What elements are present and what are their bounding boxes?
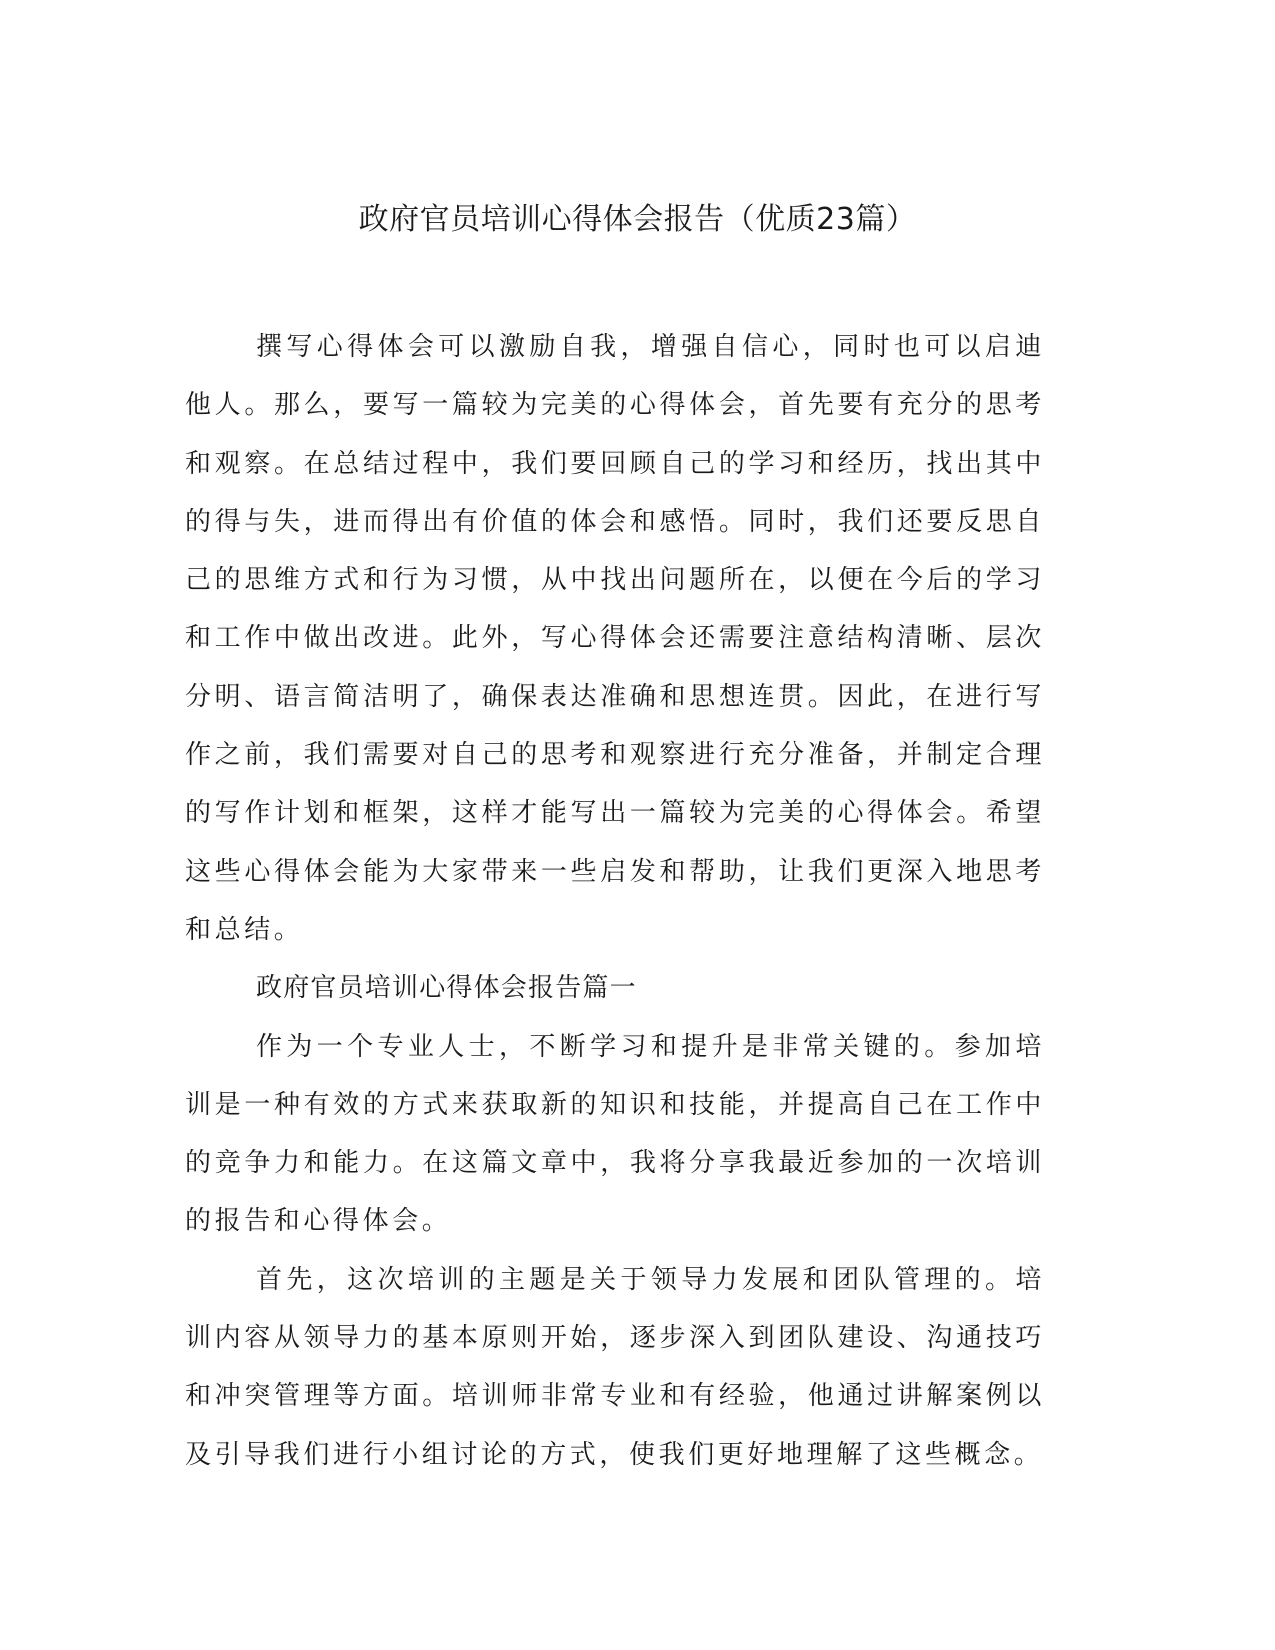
document-title: 政府官员培训心得体会报告（优质23篇） [358,202,917,237]
body-paragraph: 作为一个专业人士，不断学习和提升是非常关键的。参加培训是一种有效的方式来获取新的知识和技能，并提高自己在工作中的竞争力和能力。在这篇文章中，我将分享我最近参加的一次培训的报告和心得体会。 [185,1031,1045,1237]
document-body [185,318,1045,1484]
body-paragraph: 首先，这次培训的主题是关于领导力发展和团队管理的。培训内容从领导力的基本原则开始，逐步深入到团队建设、沟通技巧和冲突管理等方面。培训师非常专业和有经验，他通过讲解案例以及引导我们进行小组讨论的方式，使我们更好地理解了这些概念。 [185,1264,1045,1470]
section-heading: 政府官员培训心得体会报告篇一 [256,973,637,1004]
intro-paragraph: 撰写心得体会可以激励自我，增强自信心，同时也可以启迪他人。那么，要写一篇较为完美的心得体会，首先要有充分的思考和观察。在总结过程中，我们要回顾自己的学习和经历，找出其中的得与失，进而得出有价值的体会和感悟。同时，我们还要反思自己的思维方式和行为习惯，从中找出问题所在，以便在今后的学习和工作中做出改进。此外，写心得体会还需要注意结构清晰、层次分明、语言简洁明了，确保表达准确和思想连贯。因此，在进行写作之前，我们需要对自己的思考和观察进行充分准备，并制定合理的写作计划和框架，这样才能写出一篇较为完美的心得体会。希望这些心得体会能为大家带来一些启发和帮助，让我们更深入地思考和总结。 [185,332,1045,945]
